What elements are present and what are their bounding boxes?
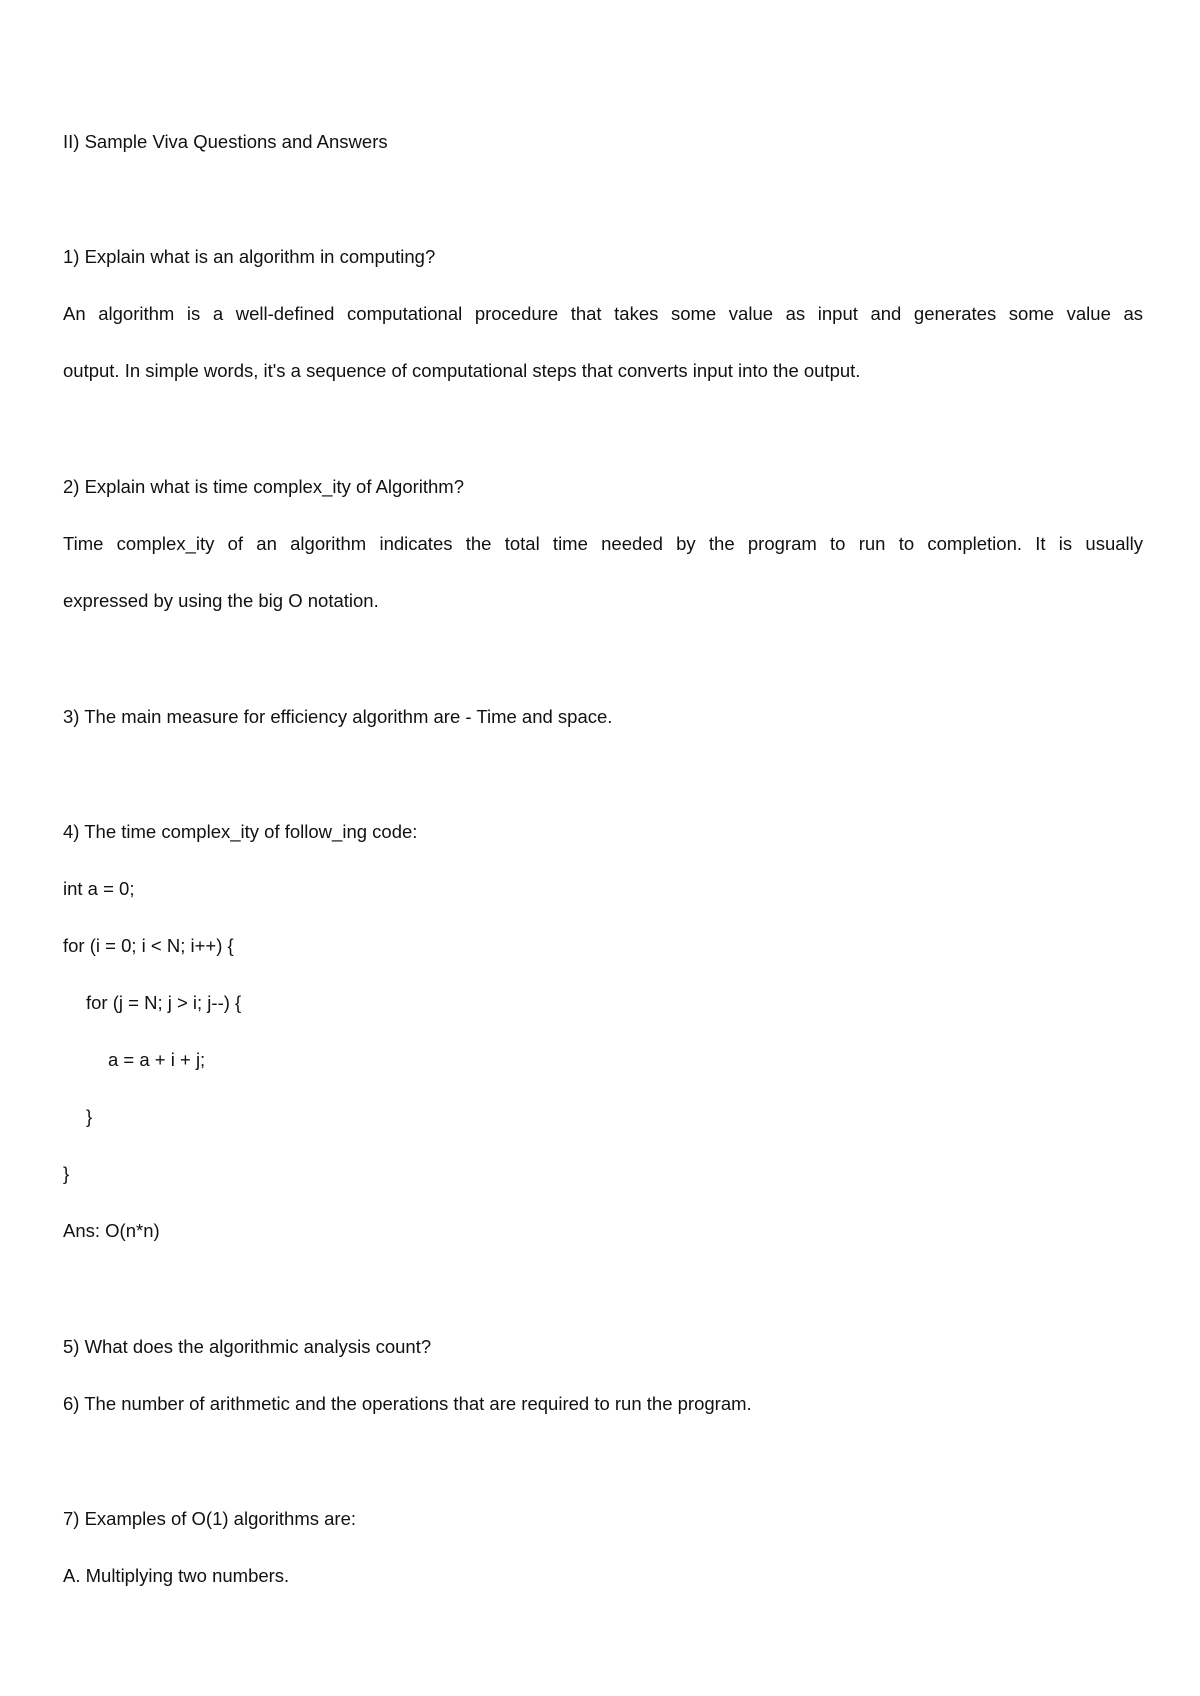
- section-title: II) Sample Viva Questions and Answers: [63, 131, 388, 152]
- code-line: a = a + i + j;: [108, 1049, 206, 1070]
- question-1: 1) Explain what is an algorithm in computing?: [63, 246, 436, 267]
- question-5: 5) What does the algorithmic analysis count?: [63, 1336, 432, 1357]
- code-line: }: [86, 1106, 93, 1127]
- answer-4: Ans: O(n*n): [63, 1220, 160, 1241]
- code-line: for (j = N; j > i; j--) {: [86, 992, 242, 1013]
- code-line: }: [63, 1163, 70, 1184]
- answer-2-line-1: Time complex_ity of an algorithm indicates the total time needed by the program to run to completion. It is usually: [63, 533, 1143, 554]
- statement-3: 3) The main measure for efficiency algorithm are - Time and space.: [63, 706, 613, 727]
- question-7: 7) Examples of O(1) algorithms are:: [63, 1508, 357, 1529]
- answer-1-line-2: output. In simple words, it's a sequence of computational steps that converts input into the output.: [63, 360, 861, 381]
- answer-2-line-2: expressed by using the big O notation.: [63, 590, 379, 611]
- code-line: for (i = 0; i < N; i++) {: [63, 935, 234, 956]
- option-a: A. Multiplying two numbers.: [63, 1565, 290, 1586]
- answer-1-line-1: An algorithm is a well-defined computational procedure that takes some value as input and generates some value as: [63, 303, 1143, 324]
- code-line: int a = 0;: [63, 878, 135, 899]
- statement-6: 6) The number of arithmetic and the operations that are required to run the program.: [63, 1393, 752, 1414]
- question-2: 2) Explain what is time complex_ity of Algorithm?: [63, 476, 465, 497]
- question-4: 4) The time complex_ity of follow_ing code:: [63, 821, 418, 842]
